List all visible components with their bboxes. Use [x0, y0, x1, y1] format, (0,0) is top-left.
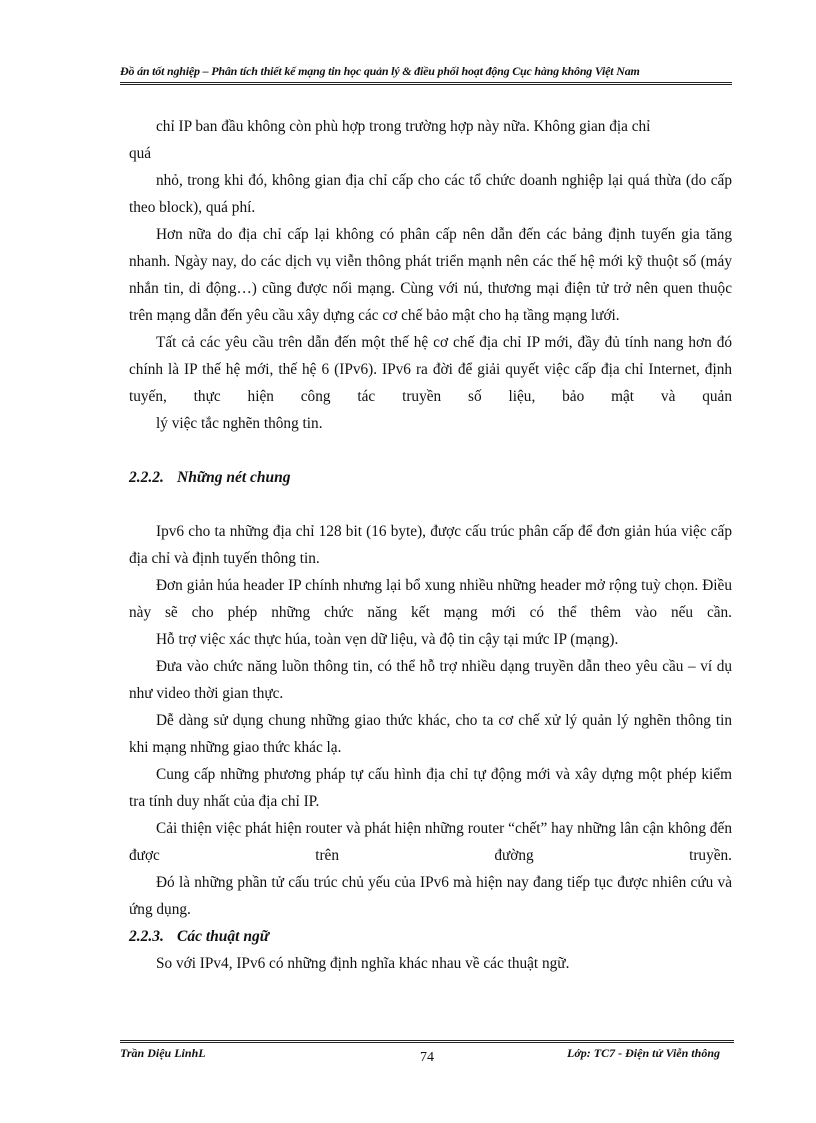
footer-class-info: Lớp: TC7 - Điện tử Viễn thông: [567, 1046, 720, 1060]
paragraph: So với IPv4, IPv6 có những định nghĩa khác nhau về các thuật ngữ.: [156, 955, 570, 972]
paragraph: Cải thiện việc phát hiện router và phát hiện những router “chết” hay những lân cận không đến được trên đường truyền.: [129, 820, 732, 864]
page-number: 74: [420, 1050, 434, 1065]
section-number: 2.2.2.: [129, 469, 164, 486]
paragraph: quá: [129, 145, 152, 162]
paragraph: Hơn nữa do địa chỉ cấp lại không có phân cấp nên dẫn đến các bảng định tuyến gia tăng nhanh. Ngày nay, do các dịch vụ viễn thông phát triển mạnh nên các thế hệ mới kỹ thuột số (máy nhắn tin, di động…) cũng được nối mạng. Cùng với nú, thương mại điện tử trở nên quen thuộc trên mạng dẫn đến yêu cầu xây dựng các cơ chế bảo mật cho hạ tầng mạng lưới.: [129, 226, 732, 324]
section-title: Các thuật ngữ: [177, 928, 269, 945]
paragraph: Đưa vào chức năng luồn thông tin, có thể hỗ trợ nhiều dạng truyền dẫn theo yêu cầu – ví dụ như video thời gian thực.: [129, 658, 732, 702]
paragraph: chỉ IP ban đầu không còn phù hợp trong trường hợp này nữa. Không gian địa chỉ: [156, 118, 651, 135]
paragraph: Dễ dàng sử dụng chung những giao thức khác, cho ta cơ chế xử lý quản lý nghẽn thông tin khi mạng những giao thức khác lạ.: [129, 712, 732, 756]
paragraph: Tất cả các yêu cầu trên dẫn đến một thế hệ cơ chế địa chỉ IP mới, đầy đủ tính nang hơn đó chính là IP thế hệ mới, thế hệ 6 (IPv6). IPv6 ra đời để giải quyết việc cấp địa chỉ Internet, định tuyến, thực hiện công tác truyền số liệu, bảo mật và quản: [129, 334, 732, 405]
section-title: Những nét chung: [177, 469, 291, 486]
footer-author: Trần Diệu LinhL: [120, 1046, 206, 1060]
body-content: [129, 113, 732, 977]
section-number: 2.2.3.: [129, 928, 164, 945]
section-heading-2-2-2: [129, 464, 732, 491]
running-header: Đồ án tốt nghiệp – Phân tích thiết kế mạng tin học quản lý & điều phối hoạt động Cục hàng không Việt Nam: [120, 64, 640, 78]
header-rule: [120, 82, 732, 85]
paragraph: Hỗ trợ việc xác thực húa, toàn vẹn dữ liệu, và độ tin cậy tại mức IP (mạng).: [156, 631, 619, 648]
paragraph: Ipv6 cho ta những địa chỉ 128 bit (16 byte), được cấu trúc phân cấp để đơn giản húa việc cấp địa chỉ và định tuyến thông tin.: [129, 523, 732, 567]
paragraph: Đó là những phần tử cấu trúc chủ yếu của IPv6 mà hiện nay đang tiếp tục được nhiên cứu và ứng dụng.: [129, 874, 732, 918]
section-heading-2-2-3: [129, 923, 732, 950]
paragraph: Đơn giản húa header IP chính nhưng lại bổ xung nhiều những header mở rộng tuỳ chọn. Điều này sẽ cho phép những chức năng kết mạng mới có thể thêm vào nếu cần.: [129, 577, 732, 621]
paragraph: lý việc tắc nghẽn thông tin.: [156, 415, 323, 432]
footer-rule: [120, 1040, 734, 1043]
paragraph: nhỏ, trong khi đó, không gian địa chỉ cấp cho các tổ chức doanh nghiệp lại quá thừa (do cấp theo block), quá phí.: [129, 172, 732, 216]
paragraph: Cung cấp những phương pháp tự cấu hình địa chỉ tự động mới và xây dựng một phép kiểm tra tính duy nhất của địa chỉ IP.: [129, 766, 732, 810]
